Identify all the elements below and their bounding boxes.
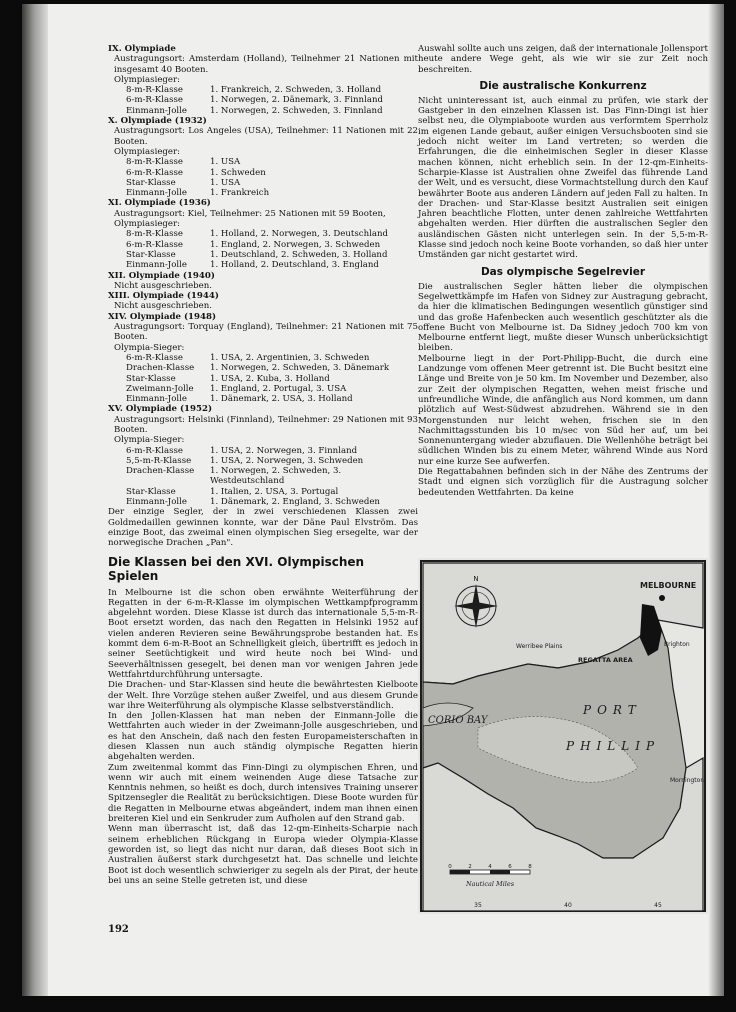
result-places: 1. Norwegen, 2. Schweden, 3. Dänemark: [210, 363, 390, 374]
result-class: Einmann-Jolle: [126, 105, 188, 116]
melbourne-dot: [659, 595, 665, 601]
result-row: [126, 353, 389, 363]
scale-label: Nautical Miles: [465, 880, 515, 888]
scale-tick-label: 0: [448, 864, 452, 870]
result-places: 1. Frankreich, 2. Schweden, 3. Holland: [210, 85, 382, 96]
compass-north-label: N: [473, 575, 479, 583]
olympiad-block: [108, 44, 418, 116]
result-row: [126, 106, 383, 116]
winners-label: Olympiasieger:: [114, 219, 181, 230]
result-class: 6-m-R-Klasse: [126, 445, 183, 456]
olympiad-title: IX. Olympiade: [108, 44, 176, 54]
winners-label: Olympiasieger:: [114, 146, 181, 157]
result-row: [126, 85, 383, 95]
right-column: [418, 44, 708, 498]
result-places: 1. Italien, 2. USA, 3. Portugal: [210, 486, 339, 497]
result-places: 1. England, 2. Norwegen, 3. Schweden: [210, 239, 381, 250]
winners-label: Olympia-Sieger:: [114, 342, 185, 353]
revier-body: [418, 282, 708, 498]
olympics-results-list: [108, 44, 418, 507]
result-row: [126, 456, 418, 466]
result-places: 1. Norwegen, 2. Schweden, 3. Westdeutschland: [210, 466, 342, 487]
result-row: [126, 374, 389, 384]
graticule-label: 45: [654, 902, 662, 909]
revier-paragraph: Die Regattabahnen befinden sich in der Nähe des Zentrums der Stadt und eignen sich vorzüglich für die Austragung solcher bedeutenden Wettfahrten. Da keine: [418, 466, 708, 498]
olympiad-info: Austragungsort: Los Angeles (USA), Teilnehmer: 11 Nationen mit 22 Booten.: [114, 126, 418, 147]
label-brighton: Brighton: [664, 641, 690, 648]
scale-tick-label: 4: [488, 864, 492, 870]
result-row: [126, 487, 418, 497]
scale-tick-label: 8: [528, 864, 532, 870]
konkurrenz-paragraph: Nicht uninteressant ist, auch einmal zu prüfen, wie stark der Gastgeber in den einzelnen Klassen ist. Das Finn-Dingi ist hier selbst neu, die Olympiaboote wurden aus verformtem Sperrholz im eigenen Lande gebaut, außer einigen Versuchsbooten sind sie jedoch nicht weiter im Land vertreten; so werden die Erfahrungen, die die einheimischen Segler in dieser Klasse machen können, nicht erheblich sein. In der 12-qm-Einheits-Scharpie-Klasse ist Australien ohne Zweifel das führende Land der Welt, und es versucht, diese Vormachtstellung durch den Kauf bewährter Boote aus anderen Ländern auf jeden Fall zu halten. In der Drachen- und Star-Klasse besitzt Australien seit einigen Jahren beachtliche Flotten, unter denen zahlreiche Wettfahrten abgehalten werden. Hier dürften die australischen Segler den ausländischen Gästen nicht unterlegen sein. In der 5,5-m-R-Klasse sind jedoch noch keine Boote vorhanden, so daß hier unter Umständen gar nicht gestartet wird.: [418, 95, 708, 261]
result-class: 6-m-R-Klasse: [126, 352, 183, 363]
result-places: 1. USA, 2. Norwegen, 3. Schweden: [210, 455, 364, 466]
result-class: Einmann-Jolle: [126, 497, 188, 508]
result-places: 1. Norwegen, 2. Dänemark, 3. Finnland: [210, 95, 383, 106]
result-row: [126, 229, 388, 239]
port-phillip-map: [418, 558, 708, 914]
result-places: 1. Holland, 2. Norwegen, 3. Deutschland: [210, 229, 389, 240]
result-class: Star-Klasse: [126, 486, 176, 497]
result-row: [126, 394, 389, 404]
page-number: 192: [108, 924, 129, 935]
results-table: [126, 353, 389, 404]
klassen-paragraph: Zum zweitenmal kommt das Finn-Dingi zu olympischen Ehren, und wenn wir auch mit einem weinenden Auge diese Tatsache zur Kenntnis nehmen, so heißt es doch, durch intensives Training unserer Spitzensegler die Realität zu berücksichtigen. Diese Boote wurden für die Regatten in Melbourne etwas abgeändert, indem man ihnen einen breiteren Kiel und ein Senkruder zum Aufholen auf den Strand gab.: [108, 762, 418, 825]
klassen-body: [108, 588, 418, 887]
graticule-label: 35: [474, 902, 482, 909]
result-row: [126, 446, 418, 456]
winners-label: Olympia-Sieger:: [114, 435, 185, 446]
winners-label: Olympiasieger:: [114, 74, 181, 85]
result-places: 1. Schweden: [210, 167, 266, 178]
result-class: 8-m-R-Klasse: [126, 229, 183, 240]
revier-paragraph: Die australischen Segler hätten lieber die olympischen Segelwettkämpfe im Hafen von Sidney zur Austragung gebracht, da hier die klimatischen Bedingungen wesentlich günstiger sind und das große Hafenbecken auch wesentlich geschützter als die offene Bucht von Melbourne ist. Da Sidney jedoch 700 km von Melbourne entfernt liegt, mußte dieser Wunsch unberücksichtigt bleiben.: [418, 281, 708, 354]
label-mornington: Mornington: [670, 777, 705, 784]
result-places: 1. USA, 2. Argentinien, 3. Schweden: [210, 352, 370, 363]
result-row: [126, 168, 269, 178]
result-places: 1. USA, 2. Kuba, 3. Holland: [210, 373, 330, 384]
result-row: [126, 188, 269, 198]
olympiad-title: XI. Olympiade (1936): [108, 198, 211, 209]
olympiad-info: Austragungsort: Torquay (England), Teilnehmer: 21 Nationen mit 75 Booten.: [114, 322, 418, 343]
book-page: [22, 4, 724, 996]
result-places: 1. USA, 2. Norwegen, 3. Finnland: [210, 445, 358, 456]
olympiad-info: Austragungsort: Amsterdam (Holland), Teilnehmer 21 Nationen mit insgesamt 40 Booten.: [114, 54, 418, 75]
olympiad-title: XIV. Olympiade (1948): [108, 311, 217, 322]
result-row: [126, 363, 389, 373]
result-places: 1. Norwegen, 2. Schweden, 3. Finnland: [210, 105, 383, 116]
olympiad-info: Austragungsort: Helsinki (Finnland), Teilnehmer: 29 Nationen mit 93 Booten.: [114, 414, 418, 435]
result-class: Drachen-Klasse: [126, 466, 195, 477]
heading-revier: Das olympische Segelrevier: [480, 265, 646, 278]
label-port: PORT: [583, 703, 642, 717]
result-class: Star-Klasse: [126, 177, 176, 188]
result-class: Einmann-Jolle: [126, 188, 188, 199]
revier-paragraph: Melbourne liegt in der Port-Philipp-Bucht, die durch eine Landzunge vom offenen Meer getrennt ist. Die Bucht besitzt eine Länge und Breite von je 50 km. Im November und Dezember, also zur Zeit der olympischen Regatten, wehen meist frische und unfreundliche Winde, die anfänglich aus Nord kommen, um dann plötzlich auf West-Südwest abzudrehen. Während sie in den Morgenstunden nur leicht wehen, frischen sie in den Nachmittagsstunden bis 10 m/sec von Süd her auf, um bei Sonnenuntergang wieder abzuflauen. Die Wellenhöhe beträgt bei südlichen Winden bis zu einem Meter, während Winde aus Nord nur eine kurze See aufwerfen.: [418, 353, 708, 467]
olympiad-block: [108, 404, 418, 507]
result-row: [126, 260, 388, 270]
result-class: Star-Klasse: [126, 249, 176, 260]
result-row: [126, 250, 388, 260]
heading-klassen: Die Klassen bei den XVI. Olympischen Spielen: [108, 554, 365, 583]
olympiad-info: Austragungsort: Kiel, Teilnehmer: 25 Nationen mit 59 Booten,: [114, 208, 386, 219]
result-row: [126, 497, 418, 507]
klassen-paragraph: In den Jollen-Klassen hat man neben der Einmann-Jolle die Wettfahrten auch wieder in der Zweimann-Jolle ausgeschrieben, und es hat den Anschein, daß nach den festen Europameisterschaften in diesen Klassen nun auch ständig olympische Regatten hierin abgehalten werden.: [108, 711, 418, 763]
label-corio-bay: CORIO BAY: [428, 715, 488, 726]
intro-paragraph: Auswahl sollte auch uns zeigen, daß der internationale Jollensport heute andere Wege geht, als wie wir sie zur Zeit noch beschreiten.: [418, 44, 708, 75]
result-places: 1. Holland, 2. Deutschland, 3. England: [210, 260, 379, 271]
result-row: [126, 384, 389, 394]
result-places: 1. Frankreich: [210, 188, 270, 199]
result-class: 6-m-R-Klasse: [126, 239, 183, 250]
result-class: 6-m-R-Klasse: [126, 95, 183, 106]
scale-tick-label: 2: [468, 864, 472, 870]
label-werribee: Werribee Plains: [516, 643, 563, 650]
scale-tick-label: 6: [508, 864, 512, 870]
result-class: Star-Klasse: [126, 373, 176, 384]
result-places: 1. USA: [210, 177, 241, 188]
klassen-paragraph: Die Drachen- und Star-Klassen sind heute die bewährtesten Kielboote der Welt. Ihre Vorzüge stehen außer Zweifel, und aus diesem Grunde war ihre Weiterführung als olympische Klasse selbstverständlich.: [108, 680, 418, 711]
result-places: 1. Dänemark, 2. USA, 3. Holland: [210, 394, 353, 405]
results-table: [126, 157, 269, 198]
olympiad-block: [108, 312, 418, 405]
result-places: 1. Deutschland, 2. Schweden, 3. Holland: [210, 249, 388, 260]
olympiad-block: [108, 198, 418, 270]
graticule-label: 40: [564, 902, 572, 909]
result-class: 8-m-R-Klasse: [126, 157, 183, 168]
result-row: [126, 466, 418, 487]
olympiad-block: [108, 291, 418, 312]
heading-konkurrenz: Die australische Konkurrenz: [479, 79, 647, 92]
result-class: 6-m-R-Klasse: [126, 167, 183, 178]
result-places: 1. Dänemark, 2. England, 3. Schweden: [210, 497, 380, 508]
olympiad-block: [108, 271, 418, 292]
klassen-paragraph: Wenn man überrascht ist, daß das 12-qm-Einheits-Scharpie nach seinem erheblichen Rückgang in Europa wieder Olympia-Klasse geworden ist, so liegt das nicht nur daran, daß dieses Boot sich in Australien äußerst stark durchgesetzt hat. Das schnelle und leichte Boot ist doch wesentlich schwieriger zu segeln als der Pirat, der heute bei uns an seine Stelle getreten ist, und diese: [108, 824, 418, 886]
label-regatta-area: REGATTA AREA: [578, 656, 633, 664]
closing-paragraph: Der einzige Segler, der in zwei verschiedenen Klassen zwei Goldmedaillen gewinnen konnte, war der Däne Paul Elvström. Das einzige Boot, das zweimal einen olympischen Sieg ersegelte, war der norwegische Drachen „Pan".: [108, 507, 418, 549]
olympiad-info: Nicht ausgeschrieben.: [114, 280, 213, 291]
result-class: Einmann-Jolle: [126, 394, 188, 405]
result-row: [126, 157, 269, 167]
result-row: [126, 240, 388, 250]
result-class: Einmann-Jolle: [126, 260, 188, 271]
olympiad-title: X. Olympiade (1932): [108, 116, 207, 127]
result-places: 1. USA: [210, 157, 241, 168]
result-class: 8-m-R-Klasse: [126, 85, 183, 96]
results-table: [126, 85, 383, 116]
result-class: 5,5-m-R-Klasse: [126, 455, 192, 466]
result-places: 1. England, 2. Portugal, 3. USA: [210, 383, 347, 394]
results-table: [126, 446, 418, 508]
olympiad-block: [108, 116, 418, 198]
olympiad-info: Nicht ausgeschrieben.: [114, 301, 213, 312]
olympiad-title: XV. Olympiade (1952): [108, 404, 213, 415]
klassen-paragraph: In Melbourne ist die schon oben erwähnte Weiterführung der Regatten in der 6-m-R-Klasse im olympischen Wettkampfprogramm abgelehnt worden. Diese Klasse ist durch das internationale 5,5-m-R-Boot ersetzt worden, das nach den Regatten in Helsinki 1952 auf vielen anderen Revieren seine Bewährungsprobe bestanden hat. Es kommt dem 6-m-R-Boot an Schnelligkeit gleich, übertrifft es jedoch in seiner Seetüchtigkeit und wird heute noch bei Wind- und Seeverhältnissen gesegelt, bei denen man vor wenigen Jahren jede Wettfahrtdurchführung untersagte.: [108, 587, 418, 680]
result-row: [126, 178, 269, 188]
results-table: [126, 229, 388, 270]
label-melbourne: MELBOURNE: [640, 581, 697, 590]
label-phillip: PHILLIP: [566, 739, 661, 753]
left-column: [108, 44, 418, 886]
olympiad-title: XII. Olympiade (1940): [108, 270, 215, 281]
olympiad-title: XIII. Olympiade (1944): [108, 291, 219, 302]
result-class: Zweimann-Jolle: [126, 383, 194, 394]
result-class: Drachen-Klasse: [126, 363, 195, 374]
result-row: [126, 95, 383, 105]
